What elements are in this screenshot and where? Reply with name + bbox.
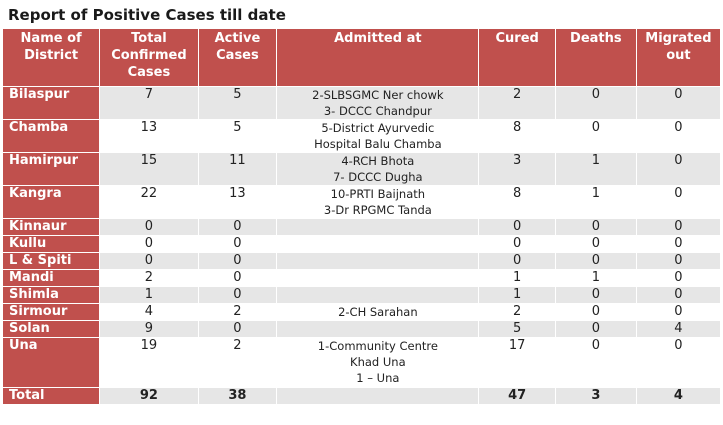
total-cell: 0	[100, 219, 198, 236]
admitted-cell	[277, 87, 479, 120]
district-cell: Shimla	[3, 287, 100, 304]
total-cell: 9	[100, 321, 198, 338]
deaths-cell: 0	[555, 87, 636, 120]
active-cell: 0	[198, 321, 277, 338]
admitted-line: 2-SLBSGMC Ner chowk	[312, 88, 444, 102]
deaths-cell: 0	[555, 120, 636, 153]
deaths-cell: 1	[555, 153, 636, 186]
deaths-cell: 0	[555, 253, 636, 270]
table-row	[3, 253, 721, 270]
district-cell: Chamba	[3, 120, 100, 153]
district-cell: Kinnaur	[3, 219, 100, 236]
admitted-cell	[277, 287, 479, 304]
cured-cell: 0	[479, 219, 555, 236]
deaths-cell: 0	[555, 338, 636, 388]
total-active: 38	[198, 388, 277, 405]
active-cell: 0	[198, 287, 277, 304]
total-deaths: 3	[555, 388, 636, 405]
admitted-line: 3-Dr RPGMC Tanda	[323, 203, 432, 217]
admitted-line: 4-RCH Bhota	[341, 154, 415, 168]
admitted-line: 3- DCCC Chandpur	[323, 104, 432, 118]
cured-cell: 17	[479, 338, 555, 388]
cured-cell: 2	[479, 87, 555, 120]
table-row	[3, 321, 721, 338]
report-title: Report of Positive Cases till date	[8, 6, 286, 24]
table-row	[3, 338, 721, 388]
col-header-cured: Cured	[479, 29, 555, 87]
migrated-cell: 0	[636, 304, 720, 321]
district-cell: Hamirpur	[3, 153, 100, 186]
migrated-cell: 0	[636, 87, 720, 120]
total-migrated: 4	[636, 388, 720, 405]
admitted-cell	[277, 321, 479, 338]
total-confirmed: 92	[100, 388, 198, 405]
migrated-cell: 4	[636, 321, 720, 338]
deaths-cell: 0	[555, 304, 636, 321]
admitted-line: Khad Una	[350, 355, 406, 369]
cured-cell: 5	[479, 321, 555, 338]
cured-cell: 0	[479, 253, 555, 270]
col-header-deaths: Deaths	[555, 29, 636, 87]
active-cell: 0	[198, 253, 277, 270]
district-cell: Kangra	[3, 186, 100, 219]
migrated-cell: 0	[636, 186, 720, 219]
deaths-cell: 1	[555, 186, 636, 219]
active-cell: 11	[198, 153, 277, 186]
admitted-cell	[277, 153, 479, 186]
col-header-active: Active Cases	[198, 29, 277, 87]
total-cell: 0	[100, 236, 198, 253]
admitted-cell	[277, 338, 479, 388]
district-cell: Mandi	[3, 270, 100, 287]
migrated-cell: 0	[636, 338, 720, 388]
cases-table	[2, 28, 721, 405]
col-header-total: Total Confirmed Cases	[100, 29, 198, 87]
cured-cell: 1	[479, 287, 555, 304]
active-cell: 13	[198, 186, 277, 219]
admitted-cell	[277, 219, 479, 236]
district-cell: Solan	[3, 321, 100, 338]
total-cell: 15	[100, 153, 198, 186]
deaths-cell: 0	[555, 219, 636, 236]
active-cell: 0	[198, 219, 277, 236]
admitted-line: Hospital Balu Chamba	[314, 137, 442, 151]
table-row	[3, 153, 721, 186]
header-row	[3, 29, 721, 87]
district-cell: Una	[3, 338, 100, 388]
admitted-cell	[277, 120, 479, 153]
total-cell: 19	[100, 338, 198, 388]
district-cell: Sirmour	[3, 304, 100, 321]
deaths-cell: 0	[555, 321, 636, 338]
col-header-district: Name of District	[3, 29, 100, 87]
deaths-cell: 1	[555, 270, 636, 287]
total-admitted	[277, 388, 479, 405]
district-cell: Bilaspur	[3, 87, 100, 120]
migrated-cell: 0	[636, 253, 720, 270]
admitted-cell	[277, 270, 479, 287]
admitted-line: 10-PRTI Baijnath	[330, 187, 426, 201]
col-header-migrated: Migrated out	[636, 29, 720, 87]
active-cell: 2	[198, 338, 277, 388]
table-row	[3, 120, 721, 153]
active-cell: 5	[198, 120, 277, 153]
cured-cell: 3	[479, 153, 555, 186]
admitted-line: 5-District Ayurvedic	[321, 121, 435, 135]
cured-cell: 2	[479, 304, 555, 321]
admitted-line: 1 – Una	[356, 371, 400, 385]
active-cell: 5	[198, 87, 277, 120]
total-cell: 2	[100, 270, 198, 287]
admitted-line: 1-Community Centre	[317, 339, 438, 353]
total-cell: 22	[100, 186, 198, 219]
migrated-cell: 0	[636, 153, 720, 186]
migrated-cell: 0	[636, 236, 720, 253]
table-row	[3, 186, 721, 219]
table-row	[3, 236, 721, 253]
admitted-line: 2-CH Sarahan	[338, 305, 418, 319]
deaths-cell: 0	[555, 236, 636, 253]
admitted-cell	[277, 236, 479, 253]
table-row	[3, 219, 721, 236]
col-header-admitted: Admitted at	[277, 29, 479, 87]
admitted-line: 7- DCCC Dugha	[333, 170, 423, 184]
active-cell: 0	[198, 236, 277, 253]
district-cell: Kullu	[3, 236, 100, 253]
district-cell: L & Spiti	[3, 253, 100, 270]
total-cell: 0	[100, 253, 198, 270]
table-row	[3, 270, 721, 287]
admitted-cell	[277, 186, 479, 219]
deaths-cell: 0	[555, 287, 636, 304]
table-row	[3, 287, 721, 304]
migrated-cell: 0	[636, 219, 720, 236]
total-cell: 4	[100, 304, 198, 321]
total-cured: 47	[479, 388, 555, 405]
cured-cell: 0	[479, 236, 555, 253]
total-cell: 1	[100, 287, 198, 304]
migrated-cell: 0	[636, 120, 720, 153]
admitted-cell	[277, 304, 479, 321]
active-cell: 0	[198, 270, 277, 287]
active-cell: 2	[198, 304, 277, 321]
total-cell: 7	[100, 87, 198, 120]
migrated-cell: 0	[636, 270, 720, 287]
total-cell: 13	[100, 120, 198, 153]
cured-cell: 1	[479, 270, 555, 287]
total-label: Total	[3, 388, 100, 405]
cured-cell: 8	[479, 186, 555, 219]
cured-cell: 8	[479, 120, 555, 153]
migrated-cell: 0	[636, 287, 720, 304]
table-row	[3, 87, 721, 120]
total-row	[3, 388, 721, 405]
table-row	[3, 304, 721, 321]
admitted-cell	[277, 253, 479, 270]
